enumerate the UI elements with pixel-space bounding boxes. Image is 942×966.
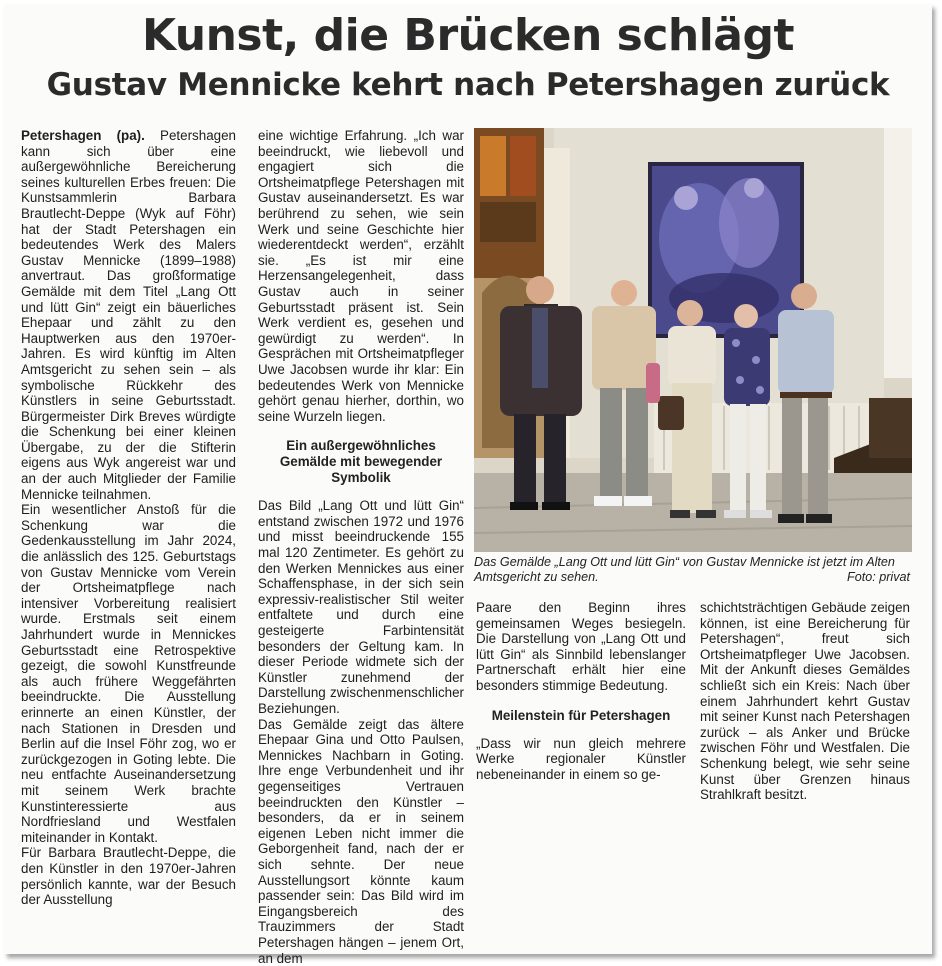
article-column-3 (476, 600, 686, 830)
paragraph: schichtsträchtigen Gebäude zeigen können, ist eine Bereicherung für Petershagen“, freut sich Ortsheimatpfleger Uwe Jacobsen. Mit der Ankunft dieses Gemäldes schließt sich ein Kreis: Nach über einem Jahrhundert kehrt Gustav mit seiner Kunst nach Petershagen zurück – als Anker und Brücke zwischen Föhr und Westfalen. Die Schenkung belegt, wie sehr seine Kunst über Grenzen hinaus Strahlkraft besitzt. (700, 600, 910, 803)
article-column-1 (21, 128, 236, 944)
paragraph: Das Bild „Lang Ott und lütt Gin“ entstand zwischen 1972 und 1976 und misst beeindruckende 155 mal 120 Zentimeter. Es gehört zu den Werken Mennickes aus einer Schaffensphase, in der sich sein expressiv-realistischer Stil weiter entfaltete und durch eine gesteigerte Farbintensität besonders der Geltung kam. In dieser Periode widmete sich der Künstler zunehmend der Darstellung zwischenmenschlicher Beziehungen. (258, 498, 464, 716)
newspaper-page (4, 4, 932, 966)
photo-illustration (474, 128, 912, 552)
headline: Kunst, die Brücken schlägt (141, 10, 795, 61)
group-photo (474, 128, 912, 552)
section-subtitle: Ein außergewöhnliches Gemälde mit bewegender Symbolik (279, 438, 443, 486)
subheadline: Gustav Mennicke kehrt nach Petershagen zurück (46, 67, 890, 103)
paragraph: Petershagen (pa). Petershagen kann sich über eine außergewöhnliche Bereicherung seines kulturellen Erbes freuen: Die Kunstsammlerin Barbara Brautlecht-Deppe (Wyk auf Föhr) hat der Stadt Petershagen ein bedeutendes Werk des Malers Gustav Mennicke (1899–1988) anvertraut. Das großformatige Gemälde mit dem Titel „Lang Ott und lütt Gin“ zeigt ein bäuerliches Ehepaar und zählt zu den Hauptwerken aus den 1970er-Jahren. Es wird künftig im Alten Amtsgericht zu sehen sein – als symbolische Rückkehr des Künstlers in seine Geburtsstadt. Bürgermeister Dirk Breves würdigte die Schenkung bei einer kleinen Übergabe, zu der die Stifterin eigens aus Wyk angereist war und an der auch Mitglieder der Familie Mennicke teilnahmen. (21, 128, 236, 502)
caption-text: Das Gemälde „Lang Ott und lütt Gin“ von Gustav Mennicke ist jetzt im Alten Amtsgericht zu sehen. (474, 555, 895, 584)
photo-credit: Foto: privat (847, 570, 910, 584)
article-column-2 (258, 128, 464, 966)
section-subtitle: Meilenstein für Petershagen (491, 707, 671, 723)
paragraph: „Dass wir nun gleich mehrere Werke regionaler Künstler nebeneinander in einem so ge- (476, 735, 686, 782)
paragraph: eine wichtige Erfahrung. „Ich war beeindruckt, wie liebevoll und engagiert sich die Ortsheimatpflege Petershagen mit Gustav auseinandersetzt. Es war berührend zu sehen, wie sein Werk und seine Geschichte hier wiederentdeckt werden“, erzählt sie. „Es ist mir eine Herzensangelegenheit, dass Gustav auch in seiner Geburtsstadt präsent ist. Sein Werk verdient es, gesehen und gewürdigt zu werden“. In Gesprächen mit Ortsheimatpfleger Uwe Jacobsen wurde ihr klar: Ein bedeutendes Werk von Mennicke gehört genau hierher, dorthin, wo seine Wurzeln liegen. (258, 128, 464, 424)
paragraph: Paare den Beginn ihres gemeinsamen Weges besiegeln. Die Darstellung von „Lang Ott und lütt Gin“ als Sinnbild lebenslanger Partnerschaft erhält hier eine besonders stimmige Bedeutung. (476, 600, 686, 693)
article-column-4 (700, 600, 910, 830)
dateline: Petershagen (pa). (21, 128, 145, 143)
paragraph: Für Barbara Brautlecht-Deppe, die den Künstler in den 1970er-Jahren persönlich kannte, war der Besuch der Ausstellung (21, 845, 236, 908)
paragraph: Das Gemälde zeigt das ältere Ehepaar Gina und Otto Paulsen, Mennickes Nachbarn in Goting. Ihre enge Verbundenheit und ihr gegenseitiges Vertrauen beeindruckten den Künstler – besonders, da er in seinem eigenen Leben nicht immer die Geborgenheit fand, nach der er sich sehnte. Der neue Ausstellungsort könnte kaum passender sein: Das Bild wird im Eingangsbereich des Trauzimmers der Stadt Petershagen hängen – jenem Ort, an dem (258, 716, 464, 966)
paragraph: Ein wesentlicher Anstoß für die Schenkung war die Gedenkausstellung im Jahr 2024, die anlässlich des 125. Geburtstags von Gustav Mennicke vom Verein der Ortsheimatpflege nach intensiver Vorbereitung realisiert wurde. Erstmals seit einem Jahrhundert wurde in Mennickes Geburtsstadt eine Retrospektive gezeigt, die sowohl Kunstfreunde als auch frühere Weggefährten beeindruckte. Die Ausstellung erinnerte an einen Künstler, der nach Stationen in Dresden und Berlin auf die Insel Föhr zog, wo er zurückgezogen in Goting lebte. Die neu entfachte Auseinandersetzung mit seinem Werk brachte Kunstinteressierte aus Nordfriesland und Westfalen miteinander in Kontakt. (21, 502, 236, 845)
photo-caption (474, 555, 912, 585)
